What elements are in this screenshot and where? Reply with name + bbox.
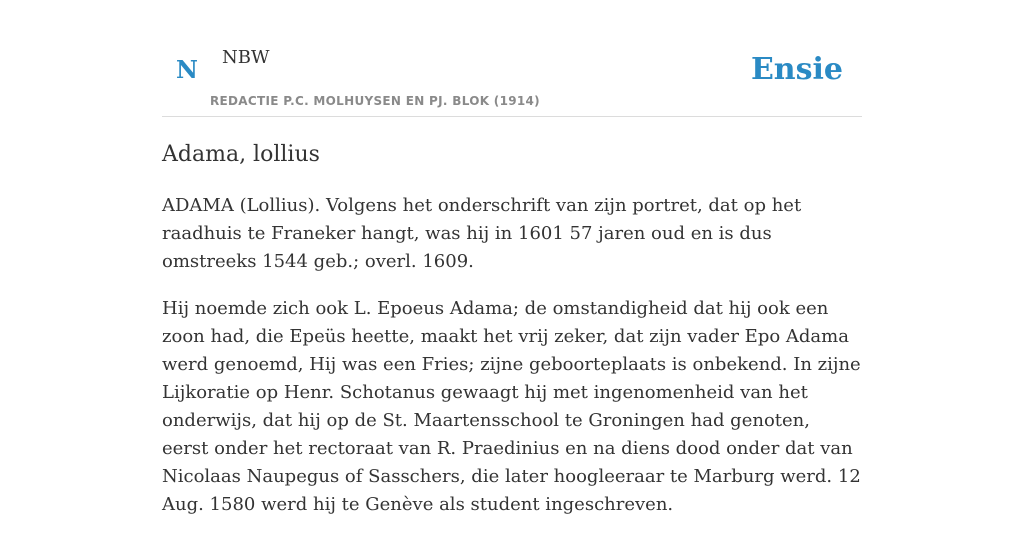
article-paragraph: ADAMA (Lollius). Volgens het onderschrift van zijn portret, dat op het raadhuis te Franeker hangt, was hij in 1601 57 jaren oud en is dus omstreeks 1544 geb.; overl. 1609.: [162, 195, 802, 272]
article-paragraph: Hij noemde zich ook L. Epoeus Adama; de omstandigheid dat hij ook een zoon had, die Epeüs heette, maakt het vrij zeker, dat zijn vader Epo Adama werd genoemd, Hij was een Fries; zijne geboorteplaats is onbekend. In zijne Lijkoratie op Henr. Schotanus gewaagt hij met ingenomenheid van het onderwijs, dat hij op de St. Maartensschool te Groningen had genoten, eerst onder het rectoraat van R. Praedinius en na diens dood onder dat van Nicolaas Naupegus of Sasschers, die later hoogleeraar te Marburg werd. 12 Aug. 1580 werd hij te Genève als student ingeschreven.: [162, 298, 861, 515]
article-body: [162, 192, 862, 538]
header: [162, 0, 862, 117]
source-subtitle: REDACTIE P.C. MOLHUYSEN EN PJ. BLOK (1914): [210, 94, 540, 108]
source-logo[interactable]: N: [176, 55, 198, 84]
brand-logo[interactable]: Ensie: [750, 52, 843, 87]
page: [162, 0, 862, 515]
source-name[interactable]: NBW: [222, 47, 270, 68]
page-title: Adama, lollius: [162, 142, 320, 167]
